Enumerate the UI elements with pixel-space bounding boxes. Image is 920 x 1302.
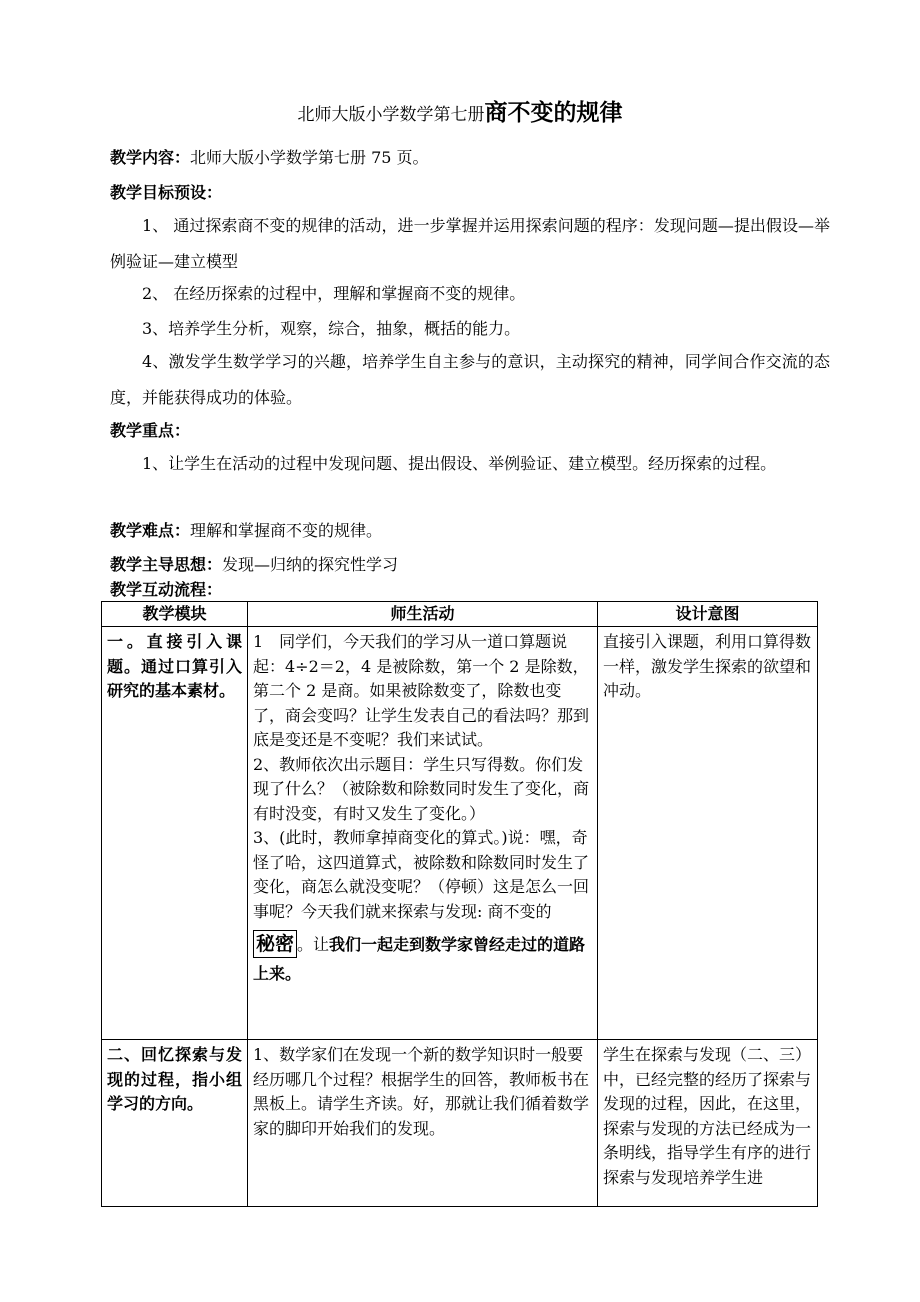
document-title (0, 96, 920, 132)
difficulty-label: 教学难点： (110, 521, 191, 540)
activity-text: 3、(此时，教师拿掉商变化的算式。)说：嘿，奇怪了哈，这四道算式，被除数和除数同时发生了变化，商怎么就没变呢？（停顿）这是怎么一回事呢？今天我们就来探索与发现: 商不变的 (253, 828, 590, 921)
activity-paragraph: 1、数学家们在发现一个新的数学知识时一般要经历哪几个过程？根据学生的回答，教师板书在黑板上。请学生齐读。好，那就让我们循着数学家的脚印开始我们的发现。 (253, 1045, 590, 1138)
flow-table (101, 601, 818, 1207)
intent-cell: 直接引入课题，利用口算得数一样，激发学生探索的欲望和冲动。 (598, 627, 818, 1040)
secret-highlight: 秘密 (253, 930, 297, 958)
guiding-label: 教学主导思想： (110, 555, 223, 574)
difficulty-text: 理解和掌握商不变的规律。 (190, 521, 383, 540)
activity-emphasis: 我们一起走到数学家曾经走过的道路上来。 (253, 935, 586, 983)
content-text: 北师大版小学数学第七册 75 页。 (190, 148, 429, 167)
activity-paragraph: 1 同学们，今天我们的学习从一道口算题说起：4÷2＝2，4 是被除数，第一个 2 是除数，第二个 2 是商。如果被除数变了，除数也变了，商会变吗？让学生发表自己的看法吗？那到底是变还是不变呢？我们来试试。 (253, 632, 590, 749)
keypoints-heading-text: 教学重点： (110, 421, 191, 440)
keypoints-text: 1、让学生在活动的过程中发现问题、提出假设、举例验证、建立模型。经历探索的过程。 (142, 454, 777, 473)
flow-heading-text: 教学互动流程： (110, 580, 223, 599)
guiding-text: 发现—归纳的探究性学习 (222, 555, 399, 574)
guiding-line (110, 555, 398, 575)
title-main: 商不变的规律 (484, 100, 623, 126)
activity-cell (248, 627, 598, 1040)
activity-paragraph (253, 826, 592, 987)
objectives-heading-text: 教学目标预设： (110, 183, 223, 202)
objective-1: 1、 通过探索商不变的规律的活动，进一步掌握并运用探索问题的程序：发现问题—提出假设—举例验证—建立模型 (110, 216, 830, 271)
activity-paragraph: 2、教师依次出示题目：学生只写得数。你们发现了什么？（被除数和除数同时发生了变化，商有时没变，有时又发生了变化。） (253, 754, 590, 823)
objective-2: 2、 在经历探索的过程中，理解和掌握商不变的规律。 (142, 284, 526, 303)
table-row (102, 627, 818, 1040)
difficulty-line (110, 521, 382, 541)
flow-heading (110, 580, 222, 600)
content-line (110, 148, 429, 168)
table-row (102, 1040, 818, 1207)
title-prefix: 北师大版小学数学第七册 (297, 105, 485, 125)
activity-text: 。让 (297, 935, 330, 954)
content-label: 教学内容： (110, 148, 191, 167)
column-header-intent: 设计意图 (598, 602, 818, 627)
module-cell: 二、回忆探索与发现的过程，指小组学习的方向。 (102, 1040, 248, 1207)
intent-cell: 学生在探索与发现（二、三）中，已经完整的经历了探索与发现的过程，因此，在这里，探索与发现的方法已经成为一条明线，指导学生有序的进行探索与发现培养学生进 (598, 1040, 818, 1207)
module-cell: 一。直接引入课题。通过口算引入研究的基本素材。 (102, 627, 248, 1040)
column-header-module: 教学模块 (102, 602, 248, 627)
keypoints-heading (110, 421, 190, 441)
flow-table-header (102, 602, 818, 627)
objective-3: 3、培养学生分析，观察，综合，抽象，概括的能力。 (142, 319, 521, 338)
column-header-activity: 师生活动 (248, 602, 598, 627)
objective-4: 4、激发学生数学学习的兴趣，培养学生自主参与的意识，主动探究的精神，同学间合作交流的态度，并能获得成功的体验。 (110, 352, 830, 407)
objectives-heading (110, 183, 222, 203)
activity-cell (248, 1040, 598, 1207)
